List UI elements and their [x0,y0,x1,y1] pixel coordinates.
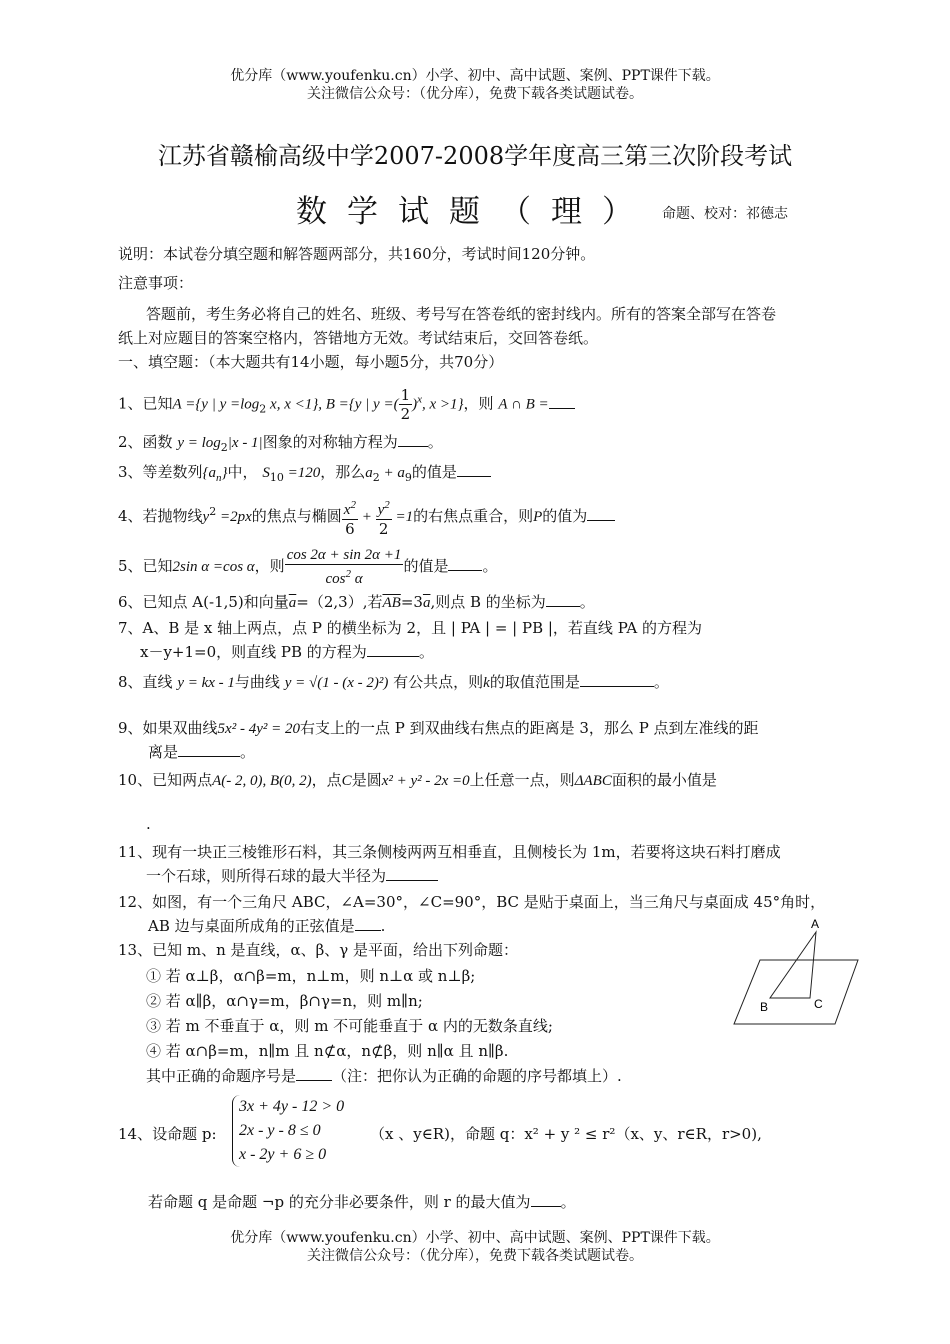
q2-end: 。 [427,433,443,451]
q5-frac-num: cos 2α + sin 2α +1 [286,547,402,563]
q4-p: P [533,509,543,525]
question-9-line2 [148,742,255,762]
q3-prefix: 3、等差数列 [118,463,203,481]
q3-a9-sub: 9 [404,471,412,484]
notice-line1: 答题前，考生务必将自己的姓名、班级、考号写在答卷纸的密封线内。所有的答案全部写在答卷 [146,305,777,323]
q12-end: . [380,917,386,935]
figure-label-c: C [814,997,823,1011]
question-3 [118,462,491,488]
notice-line2: 纸上对应题目的答案空格内，答错地方无效。考试结束后，交回答卷纸。 [118,329,599,347]
q4-frac-y [376,496,392,538]
q3-mid2: ，那么 [320,463,366,481]
q14-condition: （x 、y∈R)，命题 q：x² + y ² ≤ r²（x、y、r∈R，r>0), [370,1125,762,1143]
q4-prefix: 4、若抛物线 [118,507,203,525]
q9-answer-blank[interactable] [178,742,240,757]
q4-y: y [377,502,385,518]
q1-tail: ，则 [463,394,494,413]
q7-end: 。 [418,643,434,661]
question-8 [118,672,669,693]
q5-frac-den [285,565,404,588]
q4-par-y: y [202,509,210,525]
q10-circle: x² + y² - 2x =0 [381,773,470,789]
question-10 [118,770,717,791]
q1-prefix: 1、已知 [118,394,173,413]
q10-points: A(- 2, 0), B(0, 2) [212,773,312,789]
q3-seq-a: a [208,465,217,481]
q6-end: 。 [579,593,595,611]
q2-tail: 图象的对称轴方程为 [262,433,398,451]
q5-prefix: 5、已知 [118,557,173,575]
q10-mid2: 是圆 [351,771,382,789]
question-5 [118,546,497,588]
q3-seq-sub: n [216,472,222,484]
triangle-ruler-shape [770,932,816,998]
q14-ineq-3: x - 2y + 6 ≥ 0 [239,1146,327,1163]
q8-k: k [483,675,490,691]
q4-plus: + [357,509,376,525]
q10-mid: ，点 [311,771,342,789]
q8-line: y = kx - 1 [177,675,235,691]
q3-s-val: =120 [283,465,321,481]
triangle-ruler-figure [730,912,870,1032]
q13-note: （注：把你认为正确的命题的序号都填上）. [332,1067,622,1085]
q2-log-base: 2 [220,441,228,454]
q10-prefix: 10、已知两点 [118,771,213,789]
q9-line2-text: 离是 [148,743,179,761]
q2-prefix: 2、函数 [118,433,173,451]
q4-frac-x-num [342,496,358,520]
q6-tail: ,则点 B 的坐标为 [430,593,546,611]
q9-line1-text: 右支上的一点 P 到双曲线右焦点的距离是 3，那么 P 点到左准线的距 [299,719,759,737]
q5-tail: 的值是 [403,557,449,575]
q14-prefix: 14、设命题 p: [118,1125,217,1143]
question-13-ask [146,1066,622,1086]
q10-c: C [341,773,352,789]
q3-a9: a [397,465,405,481]
exam-intro: 说明：本试卷分填空题和解答题两部分，共160分，考试时间120分钟。 [118,245,596,263]
q7-line2-text: x－y+1=0，则直线 PB 的方程为 [140,643,367,661]
q9-prefix: 9、如果双曲线 [118,719,218,737]
q12-answer-blank[interactable] [355,916,381,931]
q1-paren: ) [412,396,418,413]
q1-frac-num: 1 [400,386,411,404]
q7-answer-blank[interactable] [367,642,419,657]
notice-heading: 注意事项： [118,274,194,292]
q14-line2-text: 若命题 q 是命题 ¬p 的充分非必要条件，则 r 的最大值为 [148,1193,531,1211]
q3-a2: a [365,465,373,481]
q9-end: 。 [240,743,256,761]
figure-label-b: B [760,1000,769,1014]
q14-ineq-1: 3x + 4y - 12 > 0 [239,1098,345,1115]
q3-s-sub: 10 [269,471,284,484]
q8-prefix: 8、直线 [118,673,173,691]
q5-end: 。 [482,557,498,575]
table-plane-shape [734,960,858,1024]
q10-mid3: 上任意一点，则 [469,771,575,789]
q2-answer-blank[interactable] [398,432,428,447]
q12-line2-text: AB 边与桌面所成角的正弦值是 [148,917,355,935]
q4-tail2: 的值为 [542,507,588,525]
q1-log-base: 2 [259,402,267,416]
q1-exponent: x [417,393,423,406]
q13-item-3: ③ 若 m 不垂直于 α，则 m 不可能垂直于 α 内的无数条直线; [146,1017,553,1035]
q9-hyperbola: 5x² - 4y² = 20 [217,721,300,737]
q4-mid: 的焦点与椭圆 [251,507,342,525]
q1-ask: A ∩ B = [498,396,549,413]
q10-tail: 面积的最小值是 [611,771,717,789]
q4-eq: =1 [391,509,414,525]
q4-par-sup: 2 [209,505,217,518]
q3-seq: $\{a_n\}$ [202,465,228,484]
q1-set-a: A ={y | y =log [172,396,260,413]
q1-set-b: , x >1} [422,396,464,413]
question-4 [118,496,615,538]
q5-cos: cos [325,571,346,587]
exam-title: 江苏省赣榆高级中学2007-2008学年度高三第三次阶段考试 [157,142,793,170]
q4-frac-y-den: 2 [378,520,389,538]
q1-frac-den: 2 [400,405,411,423]
figure-label-a: A [811,917,820,931]
q3-mid: 中， [227,463,258,481]
q5-fraction [285,546,404,588]
q10-triangle: ΔABC [574,773,612,789]
question-7-line2 [140,642,434,662]
q6-vector-ab: $\overline{AB}$ [382,595,401,611]
q1-answer-blank[interactable] [549,394,575,409]
q14-inequality-system [232,1095,344,1167]
q13-item-2: ② 若 α∥β，α∩γ=m，β∩γ=n，则 m∥n; [146,992,423,1010]
q5-cond: 2sin α =cos α [172,559,255,575]
q13-ask-text: 其中正确的命题序号是 [146,1067,297,1085]
q3-plus: + [379,465,398,481]
question-2 [118,432,443,458]
q14-system-brace [232,1095,344,1167]
q13-item-1: ① 若 α⊥β，α∩β=m，n⊥m，则 n⊥α 或 n⊥β; [146,967,476,985]
q1-fraction [399,386,413,423]
q8-mid: 与曲线 [234,673,280,691]
q4-y-sup: 2 [384,499,390,511]
q8-tail: 的取值范围是 [489,673,580,691]
q3-tail: 的值是 [411,463,457,481]
q14-ineq-2: 2x - y - 8 ≤ 0 [239,1122,321,1139]
question-6 [118,592,595,613]
question-11-line1: 11、现有一块正三棱锥形石料，其三条侧棱两两互相垂直，且侧棱长为 1m，若要将这块石料打磨成 [118,843,781,861]
q6-eq: =（2,3）,若 [296,593,383,611]
q4-x: x [343,502,351,518]
page-footer-line2: 关注微信公众号：（优分库），免费下载各类试题试卷。 [307,1248,643,1264]
question-9-line1 [118,718,759,739]
question-14-line2 [148,1192,576,1212]
q5-cos-sup: 2 [345,568,351,580]
q2-expr: y = log [177,435,221,451]
question-11-line2 [146,866,438,886]
q11-answer-blank[interactable] [386,866,438,881]
q3-a2-sub: 2 [372,471,380,484]
q8-curve: y = √(1 - (x - 2)²) [284,675,389,691]
q1-set-a-cont: x, x <1}, B ={y | y =( [266,396,399,413]
q4-answer-blank[interactable] [587,506,615,521]
q4-frac-y-num [376,496,392,520]
question-1 [118,386,575,423]
question-12-line1: 12、如图，有一个三角尺 ABC，∠A=30°，∠C=90°，BC 是贴于桌面上，当三角尺与桌面成 45°角时， [118,893,826,911]
q6-vector-a: $\overline{a}$ [288,595,297,611]
q10-line2: . [146,815,151,833]
q6-prefix: 6、已知点 A(-1,5)和向量 [118,593,289,611]
q5-answer-blank[interactable] [448,556,482,571]
q4-par-rhs: =2px [216,509,252,525]
q4-tail: 的右焦点重合，则 [413,507,534,525]
exam-author: 命题、校对：祁德志 [662,206,788,222]
q6-vector-a2: $\overline{a}$ [422,595,431,611]
question-7-line1: 7、A、B 是 x 轴上两点，点 P 的横坐标为 2，且 | PA | = | PB |，若直线 PA 的方程为 [118,619,703,637]
q8-mid2: 有公共点，则 [393,673,484,691]
q13-answer-blank[interactable] [296,1066,332,1081]
q6-eq2: =3 [400,593,423,611]
q8-answer-blank[interactable] [580,672,654,687]
page-footer-line1: 优分库（www.youfenku.cn）小学、初中、高中试题、案例、PPT课件下载。 [230,1230,720,1246]
q3-s: S [262,465,270,481]
exam-subtitle: 数学试题（理） [296,194,653,230]
q4-x-sup: 2 [350,499,356,511]
q8-end: 。 [653,673,669,691]
q14-end: 。 [560,1193,576,1211]
q3-answer-blank[interactable] [457,462,491,477]
question-12-line2 [148,916,385,936]
question-13-intro: 13、已知 m、n 是直线，α、β、γ 是平面，给出下列命题： [118,941,519,959]
q11-line2-text: 一个石球，则所得石球的最大半径为 [146,867,387,885]
q5-mid: ，则 [254,557,285,575]
q14-answer-blank[interactable] [531,1192,561,1207]
section-heading: 一、填空题：（本大题共有14小题，每小题5分，共70分） [118,353,504,371]
q6-answer-blank[interactable] [546,592,580,607]
q13-item-4: ④ 若 α∩β=m，n∥m 且 n⊄α，n⊄β，则 n∥α 且 n∥β. [146,1042,509,1060]
q4-frac-x-den: 6 [345,520,355,538]
page-header-line1: 优分库（www.youfenku.cn）小学、初中、高中试题、案例、PPT课件下载。 [230,68,720,84]
q2-abs: |x - 1| [227,435,263,451]
page-header-line2: 关注微信公众号：（优分库），免费下载各类试题试卷。 [307,86,643,102]
q4-frac-x [342,496,358,538]
q5-alpha: α [351,571,363,587]
